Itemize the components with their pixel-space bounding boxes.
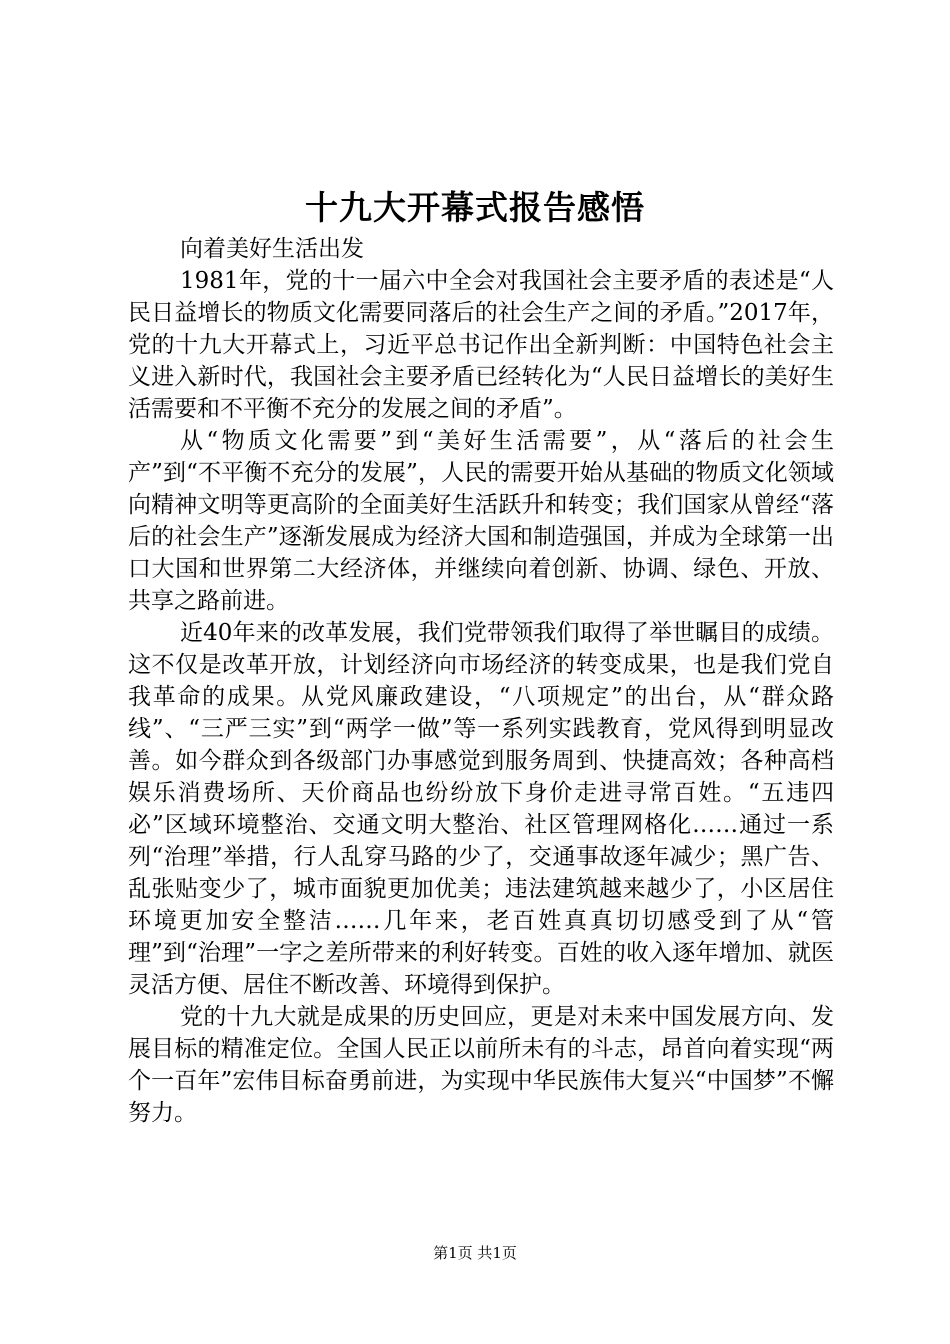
paragraph-3: 近40年来的改革发展，我们党带领我们取得了举世瞩目的成绩。这不仅是改革开放，计划经济向市场经济的转变成果，也是我们党自我革命的成果。从党风廉政建设，“八项规定”的出台，从“群众路线”、“三严三实”到“两学一做”等一系列实践教育，党风得到明显改善。如今群众到各级部门办事感觉到服务周到、快捷高效；各种高档娱乐消费场所、天价商品也纷纷放下身价走进寻常百姓。“五违四必”区域环境整治、交通文明大整治、社区管理网格化……通过一系列“治理”举措，行人乱穿马路的少了，交通事故逐年减少；黑广告、乱张贴变少了，城市面貌更加优美；违法建筑越来越少了，小区居住环境更加安全整洁……几年来，老百姓真真切切感受到了从“管理”到“治理”一字之差所带来的利好转变。百姓的收入逐年增加、就医灵活方便、居住不断改善、环境得到保护。 [128,620,834,998]
document-title: 十九大开幕式报告感悟 [305,188,645,227]
paragraph-1: 1981年，党的十一届六中全会对我国社会主要矛盾的表述是“人民日益增长的物质文化需要同落后的社会生产之间的矛盾。”2017年，党的十九大开幕式上，习近平总书记作出全新判断：中国特色社会主义进入新时代，我国社会主要矛盾已经转化为“人民日益增长的美好生活需要和不平衡不充分的发展之间的矛盾”。 [128,268,834,422]
document-body [128,233,834,1129]
paragraph-2: 从“物质文化需要”到“美好生活需要”，从“落后的社会生产”到“不平衡不充分的发展”，人民的需要开始从基础的物质文化领域向精神文明等更高阶的全面美好生活跃升和转变；我们国家从曾经“落后的社会生产”逐渐发展成为经济大国和制造强国，并成为全球第一出口大国和世界第二大经济体，并继续向着创新、协调、绿色、开放、共享之路前进。 [128,428,834,614]
page-number-footer: 第1页 共1页 [433,1244,517,1262]
paragraph-subtitle: 向着美好生活出发 [180,236,364,262]
paragraph-4: 党的十九大就是成果的历史回应，更是对未来中国发展方向、发展目标的精准定位。全国人民正以前所未有的斗志，昂首向着实现“两个一百年”宏伟目标奋勇前进，为实现中华民族伟大复兴“中国梦”不懈努力。 [128,1004,834,1126]
